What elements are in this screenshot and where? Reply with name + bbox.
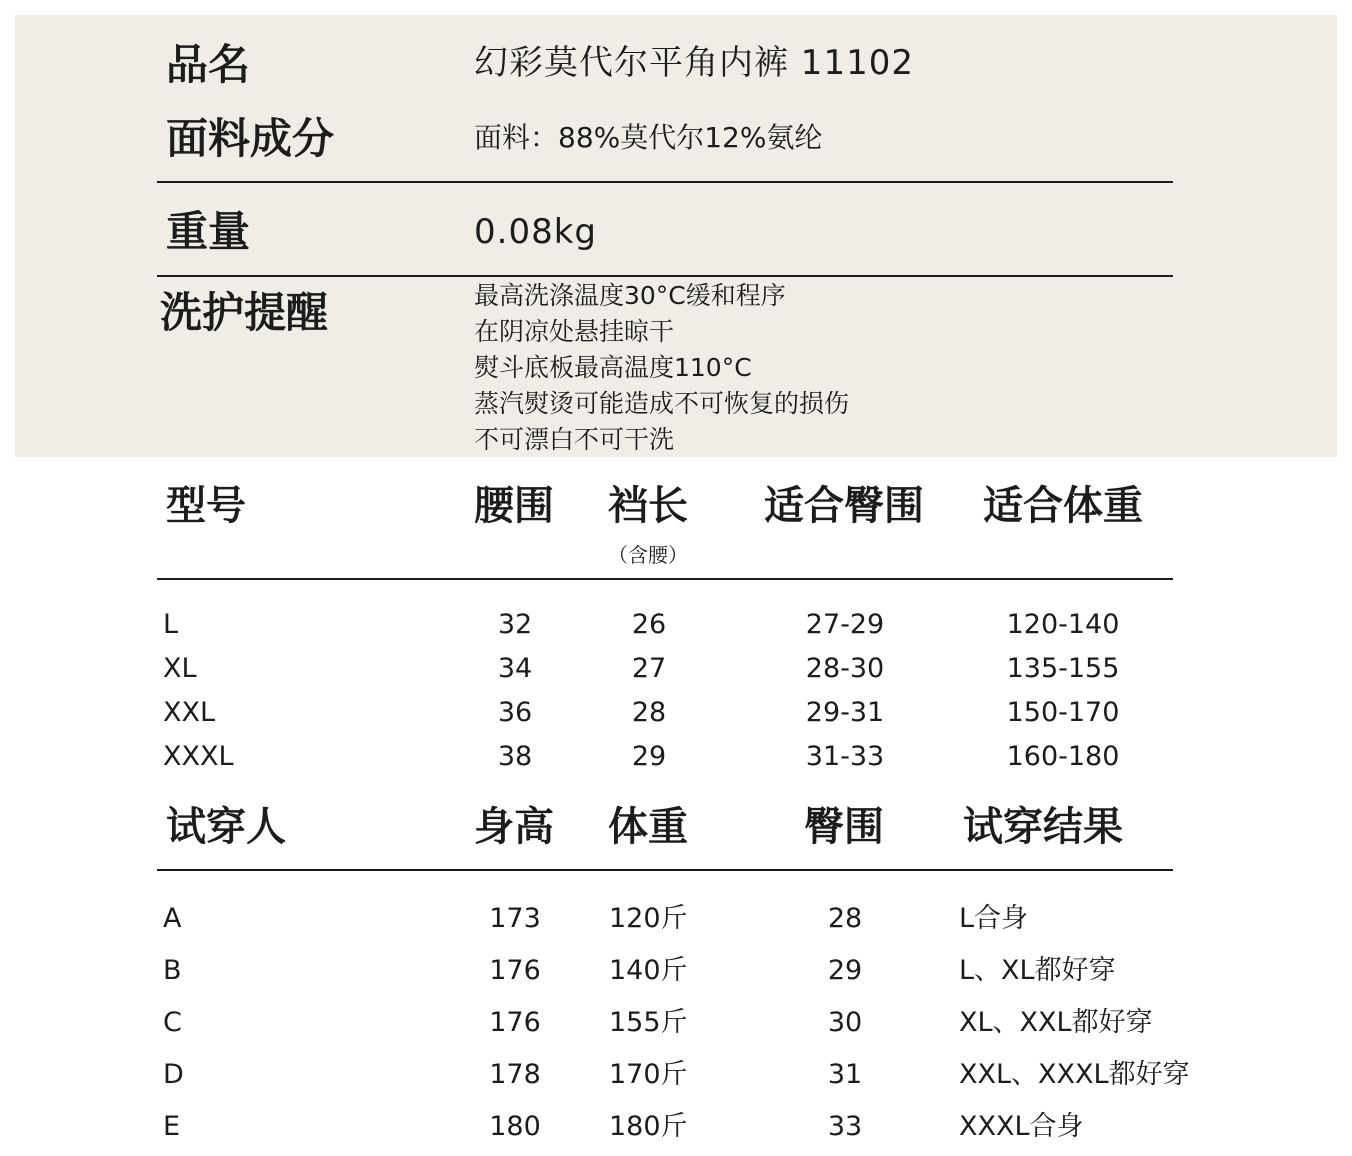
size-header-hip: 适合臀围: [764, 483, 924, 529]
size-cell-hip: 28-30: [805, 653, 885, 684]
fit-cell-hip: 29: [827, 955, 863, 986]
size-cell-weight: 160-180: [1006, 741, 1120, 772]
size-cell-rise: 28: [631, 697, 667, 728]
size-cell-waist: 36: [497, 697, 533, 728]
fit-cell-result: L、XL都好穿: [959, 955, 1116, 986]
size-cell-waist: 38: [497, 741, 533, 772]
fit-cell-result: XXXL合身: [959, 1111, 1084, 1142]
size-header-model: 型号: [166, 483, 246, 529]
care-line: 蒸汽熨烫可能造成不可恢复的损伤: [474, 389, 850, 418]
fit-cell-hip: 31: [827, 1059, 863, 1090]
size-header-waist: 腰围: [474, 483, 554, 529]
fit-header-weight: 体重: [608, 804, 688, 850]
fit-cell-height: 178: [489, 1059, 541, 1090]
size-cell-model: XL: [163, 653, 197, 684]
divider: [157, 275, 1173, 277]
fit-cell-height: 173: [489, 903, 541, 934]
fit-header-tester: 试穿人: [166, 804, 286, 850]
care-label: 洗护提醒: [160, 288, 329, 337]
fit-cell-weight: 120斤: [609, 903, 688, 934]
size-header-weight: 适合体重: [983, 483, 1143, 529]
care-line: 不可漂白不可干洗: [474, 425, 675, 454]
size-cell-waist: 34: [497, 653, 533, 684]
fit-cell-height: 176: [489, 955, 541, 986]
fit-cell-hip: 30: [827, 1007, 863, 1038]
fit-cell-weight: 140斤: [609, 955, 688, 986]
fit-header-height: 身高: [474, 804, 554, 850]
product-name-label: 品名: [166, 40, 251, 89]
divider: [157, 578, 1173, 580]
fabric-label: 面料成分: [166, 114, 335, 163]
fit-cell-tester: E: [163, 1111, 181, 1142]
fit-cell-tester: C: [163, 1007, 182, 1038]
size-cell-rise: 29: [631, 741, 667, 772]
size-cell-hip: 27-29: [805, 609, 885, 640]
fit-header-hip: 臀围: [804, 804, 884, 850]
fit-cell-result: XXL、XXXL都好穿: [959, 1059, 1190, 1090]
fit-cell-weight: 180斤: [609, 1111, 688, 1142]
weight-value: 0.08kg: [474, 212, 597, 252]
fit-cell-hip: 28: [827, 903, 863, 934]
fit-cell-result: L合身: [959, 903, 1029, 934]
size-cell-hip: 31-33: [805, 741, 885, 772]
fit-cell-height: 176: [489, 1007, 541, 1038]
size-cell-model: XXXL: [163, 741, 234, 772]
size-cell-hip: 29-31: [805, 697, 885, 728]
size-cell-weight: 120-140: [1006, 609, 1120, 640]
fit-cell-tester: B: [163, 955, 182, 986]
fit-cell-hip: 33: [827, 1111, 863, 1142]
divider: [157, 181, 1173, 183]
care-line: 在阴凉处悬挂晾干: [474, 317, 675, 346]
fit-cell-height: 180: [489, 1111, 541, 1142]
weight-label: 重量: [166, 207, 251, 256]
size-cell-rise: 27: [631, 653, 667, 684]
size-header-rise-note: （含腰）: [608, 543, 688, 567]
fit-cell-weight: 170斤: [609, 1059, 688, 1090]
size-cell-waist: 32: [497, 609, 533, 640]
fit-cell-weight: 155斤: [609, 1007, 688, 1038]
size-cell-model: XXL: [163, 697, 216, 728]
fabric-value: 面料：88%莫代尔12%氨纶: [474, 121, 823, 154]
size-header-rise: 裆长: [608, 483, 688, 529]
fit-cell-tester: A: [163, 903, 182, 934]
fit-cell-result: XL、XXL都好穿: [959, 1007, 1153, 1038]
product-name-value: 幻彩莫代尔平角内裤 11102: [474, 43, 914, 83]
size-cell-weight: 135-155: [1006, 653, 1120, 684]
divider: [157, 869, 1173, 871]
fit-header-result: 试穿结果: [963, 804, 1123, 850]
fit-cell-tester: D: [163, 1059, 184, 1090]
size-cell-weight: 150-170: [1006, 697, 1120, 728]
size-cell-rise: 26: [631, 609, 667, 640]
care-line: 最高洗涤温度30°C缓和程序: [474, 281, 786, 310]
care-line: 熨斗底板最高温度110°C: [474, 353, 752, 382]
size-cell-model: L: [163, 609, 179, 640]
